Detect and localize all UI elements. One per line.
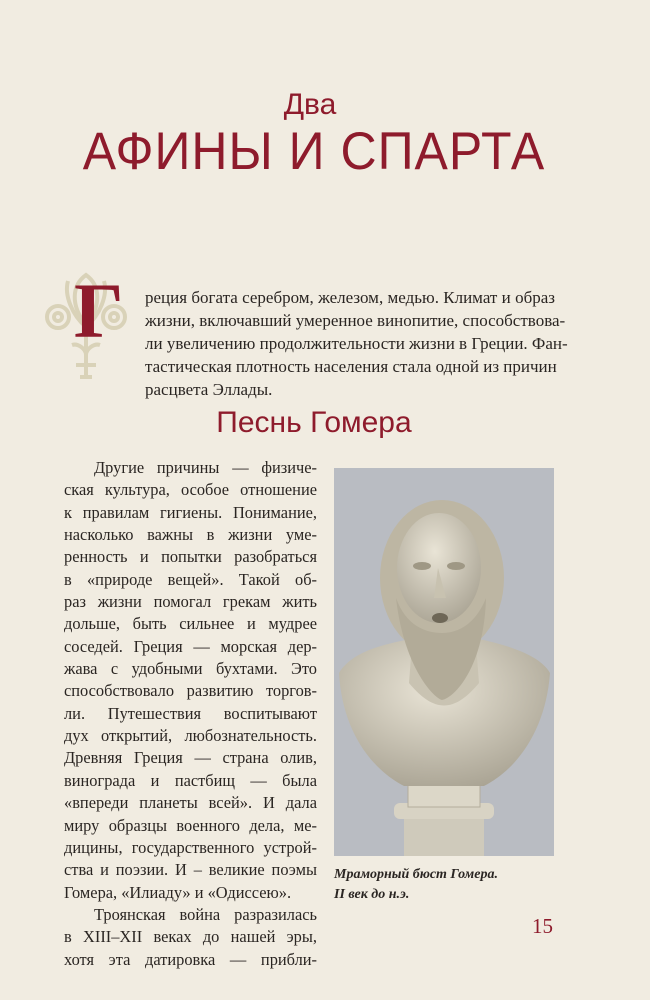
- caption-title: Мраморный бюст Гомера.: [334, 867, 498, 882]
- text-line: дольше, быть сильнее и мудрее: [64, 614, 317, 634]
- caption-date: II век до н.э.: [334, 887, 410, 902]
- text-line: «впереди планеты всей». И дала: [64, 793, 317, 813]
- text-line: в «природе вещей». Такой об-: [64, 569, 317, 589]
- text-line: ства и поэзии. И – великие поэмы: [64, 860, 317, 880]
- text-line: ская культура, особое отношение: [64, 480, 317, 500]
- text-line: дицины, государственного устрой-: [64, 837, 317, 857]
- photo-caption: [334, 865, 498, 905]
- homer-bust-photo: [334, 468, 554, 856]
- text-line: в XIII–XII веках до нашей эры,: [64, 927, 317, 947]
- text-line: тастическая плотность населения стала одной из причин: [145, 357, 557, 376]
- body-text-column: [64, 457, 317, 971]
- text-line: Гомера, «Илиаду» и «Одиссею».: [64, 882, 292, 902]
- text-line: насколько важны в жизни уме-: [64, 525, 317, 545]
- text-line: раз жизни помогал грекам жить: [64, 592, 317, 612]
- section-heading: Песнь Гомера: [216, 406, 412, 439]
- text-line: хотя эта датировка — прибли-: [64, 949, 317, 969]
- text-line: Другие причины — физиче-: [94, 458, 317, 477]
- chapter-number: Два: [283, 88, 337, 121]
- text-line: жава с удобными бухтами. Это: [64, 659, 317, 679]
- chapter-title: АФИНЫ И СПАРТА: [82, 121, 546, 181]
- text-line: реция богата серебром, железом, медью. Климат и образ: [145, 288, 555, 307]
- text-line: миру образцы военного дела, ме-: [64, 815, 317, 835]
- text-line: Древняя Греция — страна олив,: [64, 748, 317, 768]
- text-line: соседей. Греция — морская дер-: [64, 636, 317, 656]
- drop-cap: Г: [74, 267, 124, 354]
- intro-paragraph: [145, 286, 568, 401]
- text-line: Троянская война разразилась: [94, 904, 317, 924]
- text-line: винограда и пастбищ — была: [64, 770, 317, 790]
- text-line: расцвета Эллады.: [145, 380, 273, 399]
- text-line: ли увеличению продолжительности жизни в Греции. Фан-: [145, 334, 568, 353]
- text-line: способствовало развитию торгов-: [64, 681, 317, 701]
- page-number: 15: [532, 914, 553, 938]
- text-line: ренность и попытки разобраться: [64, 547, 317, 567]
- text-line: ли. Путешествия воспитывают: [64, 703, 317, 723]
- text-line: жизни, включавший умеренное винопитие, способствова-: [145, 311, 566, 330]
- text-line: к правилам гигиены. Понимание,: [64, 502, 317, 522]
- text-line: дух открытий, любознательность.: [64, 726, 317, 746]
